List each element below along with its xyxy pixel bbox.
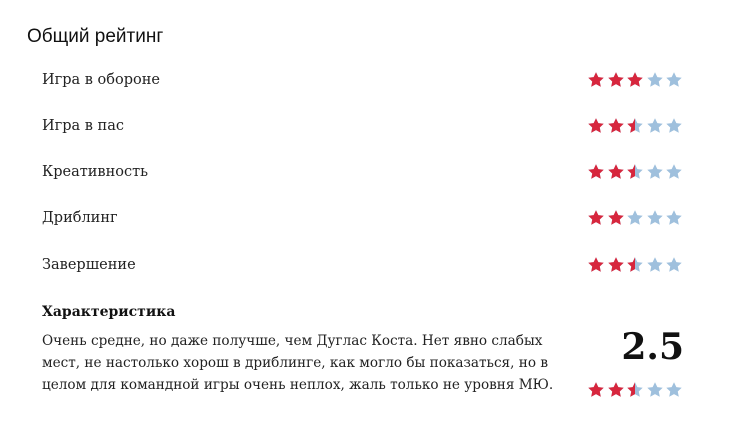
rating-label: Креативность bbox=[42, 164, 149, 180]
star-half-icon bbox=[626, 381, 644, 399]
star-rating bbox=[587, 163, 687, 185]
star-empty-icon bbox=[665, 117, 683, 135]
rating-label: Дриблинг bbox=[42, 210, 118, 226]
star-rating bbox=[587, 256, 687, 278]
star-filled-icon bbox=[607, 209, 625, 227]
star-empty-icon bbox=[665, 209, 683, 227]
star-half-icon bbox=[626, 163, 644, 181]
star-empty-icon bbox=[646, 256, 664, 274]
rating-row-defense bbox=[0, 70, 730, 94]
rating-label: Завершение bbox=[42, 257, 136, 273]
star-filled-icon bbox=[626, 71, 644, 89]
page-title: Общий рейтинг bbox=[27, 26, 164, 47]
star-filled-icon bbox=[587, 71, 605, 89]
star-rating bbox=[587, 71, 687, 93]
star-empty-icon bbox=[646, 163, 664, 181]
characteristic-section bbox=[42, 304, 562, 396]
characteristic-heading: Характеристика bbox=[42, 304, 176, 320]
star-empty-icon bbox=[665, 163, 683, 181]
star-filled-icon bbox=[587, 163, 605, 181]
overall-score: 2.5 bbox=[621, 326, 684, 368]
star-filled-icon bbox=[607, 71, 625, 89]
overall-star-rating bbox=[587, 381, 687, 403]
star-filled-icon bbox=[607, 163, 625, 181]
star-rating bbox=[587, 117, 687, 139]
star-filled-icon bbox=[607, 256, 625, 274]
star-filled-icon bbox=[587, 117, 605, 135]
star-filled-icon bbox=[587, 256, 605, 274]
star-filled-icon bbox=[587, 209, 605, 227]
star-filled-icon bbox=[607, 381, 625, 399]
star-empty-icon bbox=[626, 209, 644, 227]
rating-row-dribbling bbox=[0, 208, 730, 232]
rating-label: Игра в обороне bbox=[42, 72, 160, 88]
star-empty-icon bbox=[665, 256, 683, 274]
rating-row-creativity bbox=[0, 162, 730, 186]
star-filled-icon bbox=[587, 381, 605, 399]
star-rating bbox=[587, 209, 687, 231]
rating-row-passing bbox=[0, 116, 730, 140]
star-empty-icon bbox=[665, 381, 683, 399]
star-half-icon bbox=[626, 256, 644, 274]
star-half-icon bbox=[626, 117, 644, 135]
characteristic-text: Очень средне, но даже получше, чем Дуглас Коста. Нет явно слабых мест, не настолько хорош в дриблинге, как могло бы показаться, но в целом для командной игры очень неплох, жаль только не уровня МЮ. bbox=[42, 333, 554, 393]
star-empty-icon bbox=[646, 209, 664, 227]
rating-row-finishing bbox=[0, 255, 730, 279]
star-empty-icon bbox=[646, 71, 664, 89]
star-empty-icon bbox=[646, 117, 664, 135]
star-empty-icon bbox=[646, 381, 664, 399]
rating-label: Игра в пас bbox=[42, 118, 124, 134]
star-filled-icon bbox=[607, 117, 625, 135]
star-empty-icon bbox=[665, 71, 683, 89]
